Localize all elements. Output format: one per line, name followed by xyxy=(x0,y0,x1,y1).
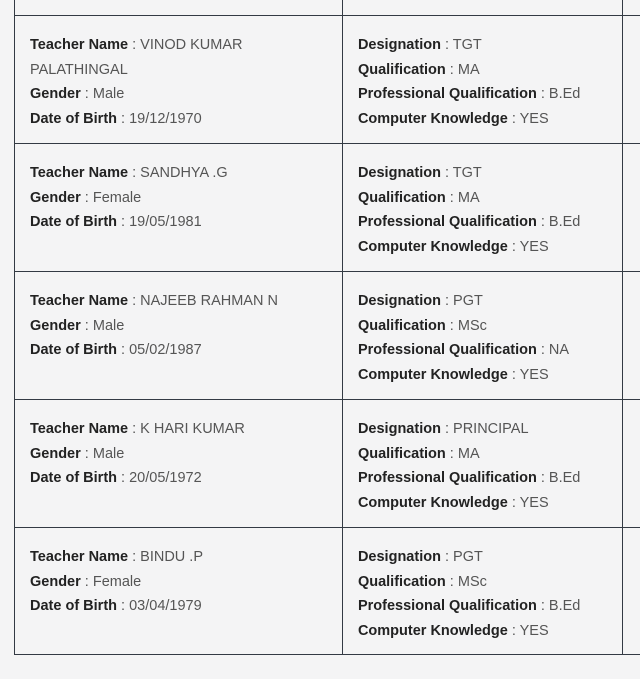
teacher-name-line: Teacher Name : BINDU .P xyxy=(30,549,203,565)
teacher-personal-cell xyxy=(15,144,343,272)
field-value: Female xyxy=(92,189,142,206)
field-label: Teacher Name xyxy=(30,165,129,181)
field-label: Qualification xyxy=(357,445,446,462)
teacher-table xyxy=(14,0,640,655)
field-value: YES xyxy=(519,238,549,255)
field-value: YES xyxy=(519,494,549,511)
field-label: Professional Qualification xyxy=(357,214,537,231)
field-value: PRINCIPAL xyxy=(453,421,529,437)
computer-line: Computer Knowledge : YES xyxy=(357,110,549,127)
computer-line: Computer Knowledge : YES xyxy=(357,366,549,383)
field-value: TGT xyxy=(452,165,482,181)
field-label: Qualification xyxy=(357,61,446,78)
teacher-name-line: Teacher Name : K HARI KUMAR xyxy=(30,421,245,437)
field-value: Male xyxy=(92,317,125,334)
teacher-professional-cell xyxy=(342,528,622,655)
teacher-professional-cell xyxy=(342,272,622,400)
table-row xyxy=(15,528,640,655)
field-label: Professional Qualification xyxy=(357,342,537,359)
qualification-line: Qualification : MSc xyxy=(357,317,487,334)
gender-line: Gender : Female xyxy=(30,573,142,590)
field-label: Qualification xyxy=(357,189,446,206)
field-value: TGT xyxy=(452,37,482,53)
qualification-line: Qualification : MSc xyxy=(357,573,487,590)
field-value: B.Ed xyxy=(548,86,581,103)
field-value: 19/12/1970 xyxy=(129,110,202,127)
field-label: Qualification xyxy=(357,317,446,334)
field-label: Date of Birth xyxy=(30,110,117,127)
field-label: Date of Birth xyxy=(30,342,117,359)
designation-line: Designation : TGT xyxy=(357,37,482,53)
teacher-personal-cell xyxy=(15,400,343,528)
field-label: Professional Qualification xyxy=(357,470,537,487)
field-label: Designation xyxy=(357,421,441,437)
teacher-personal-cell xyxy=(15,528,343,655)
field-value: PGT xyxy=(453,549,483,565)
field-label: Computer Knowledge xyxy=(357,110,508,127)
field-label: Designation xyxy=(357,37,441,53)
table-row xyxy=(15,144,640,272)
gender-line: Gender : Male xyxy=(30,445,125,462)
field-label: Teacher Name xyxy=(30,37,129,53)
prof-qual-line: Professional Qualification : NA xyxy=(357,342,570,359)
designation-line: Designation : PRINCIPAL xyxy=(357,421,529,437)
field-label: Teacher Name xyxy=(30,293,129,309)
teacher-professional-cell xyxy=(342,144,622,272)
dob-line: Date of Birth : 05/02/1987 xyxy=(30,342,202,359)
field-label: Designation xyxy=(357,165,441,181)
field-label: Date of Birth xyxy=(30,470,117,487)
designation-line: Designation : PGT xyxy=(357,293,483,309)
designation-line: Designation : PGT xyxy=(357,549,483,565)
teacher-professional-cell xyxy=(342,16,622,144)
field-value: YES xyxy=(519,366,549,383)
teacher-name-line: Teacher Name : SANDHYA .G xyxy=(30,165,228,181)
prof-qual-line: Professional Qualification : B.Ed xyxy=(357,598,581,615)
table-cell xyxy=(623,16,640,144)
field-value: VINOD KUMAR PALATHINGAL xyxy=(30,37,243,78)
field-value: NAJEEB RAHMAN N xyxy=(140,293,278,309)
field-value: 20/05/1972 xyxy=(129,470,202,487)
field-value: MA xyxy=(457,189,480,206)
table-cell xyxy=(623,272,640,400)
field-value: K HARI KUMAR xyxy=(140,421,245,437)
field-label: Designation xyxy=(357,293,441,309)
gender-line: Gender : Female xyxy=(30,189,142,206)
field-label: Teacher Name xyxy=(30,421,129,437)
teacher-professional-cell xyxy=(342,400,622,528)
prof-qual-line: Professional Qualification : B.Ed xyxy=(357,86,581,103)
prof-qual-line: Professional Qualification : B.Ed xyxy=(357,470,581,487)
field-value: B.Ed xyxy=(548,214,581,231)
dob-line: Date of Birth : 19/12/1970 xyxy=(30,110,202,127)
table-cell xyxy=(623,144,640,272)
gender-line: Gender : Male xyxy=(30,317,125,334)
qualification-line: Qualification : MA xyxy=(357,61,480,78)
qualification-line: Qualification : MA xyxy=(357,189,480,206)
field-value: MA xyxy=(457,61,480,78)
computer-line: Computer Knowledge : YES xyxy=(357,494,549,511)
teacher-personal-cell xyxy=(15,272,343,400)
field-value: YES xyxy=(519,622,549,639)
computer-line: Computer Knowledge : YES xyxy=(357,238,549,255)
table-cell xyxy=(623,528,640,655)
field-value: SANDHYA .G xyxy=(140,165,228,181)
field-label: Computer Knowledge xyxy=(357,622,508,639)
field-label: Gender xyxy=(30,86,81,103)
table-row xyxy=(15,400,640,528)
field-label: Computer Knowledge xyxy=(357,366,508,383)
field-label: Date of Birth xyxy=(30,214,117,231)
gender-line: Gender : Male xyxy=(30,86,125,103)
field-value: 19/05/1981 xyxy=(129,214,202,231)
table-cell xyxy=(623,0,640,16)
field-value: B.Ed xyxy=(548,598,581,615)
field-value: MSc xyxy=(457,573,487,590)
field-value: MA xyxy=(457,445,480,462)
field-label: Teacher Name xyxy=(30,549,129,565)
prof-qual-line: Professional Qualification : B.Ed xyxy=(357,214,581,231)
teacher-name-line: Teacher Name : VINOD KUMAR PALATHINGAL xyxy=(30,37,243,78)
field-value: PGT xyxy=(453,293,483,309)
field-value: Male xyxy=(92,86,125,103)
table-cell xyxy=(342,0,622,16)
field-label: Date of Birth xyxy=(30,598,117,615)
dob-line: Date of Birth : 19/05/1981 xyxy=(30,214,202,231)
dob-line: Date of Birth : 03/04/1979 xyxy=(30,598,202,615)
table-row-partial xyxy=(15,0,640,16)
computer-line: Computer Knowledge : YES xyxy=(357,622,549,639)
table-cell xyxy=(623,400,640,528)
field-value: BINDU .P xyxy=(140,549,203,565)
table-cell xyxy=(15,0,343,16)
field-value: NA xyxy=(548,342,570,359)
field-value: Male xyxy=(92,445,125,462)
field-label: Gender xyxy=(30,573,81,590)
field-value: B.Ed xyxy=(548,470,581,487)
field-value: YES xyxy=(519,110,549,127)
field-label: Professional Qualification xyxy=(357,598,537,615)
table-row xyxy=(15,16,640,144)
field-label: Gender xyxy=(30,317,81,334)
teacher-personal-cell xyxy=(15,16,343,144)
field-value: MSc xyxy=(457,317,487,334)
field-label: Computer Knowledge xyxy=(357,494,508,511)
field-value: 03/04/1979 xyxy=(129,598,202,615)
field-label: Gender xyxy=(30,189,81,206)
field-label: Qualification xyxy=(357,573,446,590)
table-row xyxy=(15,272,640,400)
field-value: 05/02/1987 xyxy=(129,342,202,359)
teacher-name-line: Teacher Name : NAJEEB RAHMAN N xyxy=(30,293,278,309)
field-label: Designation xyxy=(357,549,441,565)
qualification-line: Qualification : MA xyxy=(357,445,480,462)
dob-line: Date of Birth : 20/05/1972 xyxy=(30,470,202,487)
field-label: Computer Knowledge xyxy=(357,238,508,255)
field-label: Gender xyxy=(30,445,81,462)
designation-line: Designation : TGT xyxy=(357,165,482,181)
field-label: Professional Qualification xyxy=(357,86,537,103)
field-value: Female xyxy=(92,573,142,590)
